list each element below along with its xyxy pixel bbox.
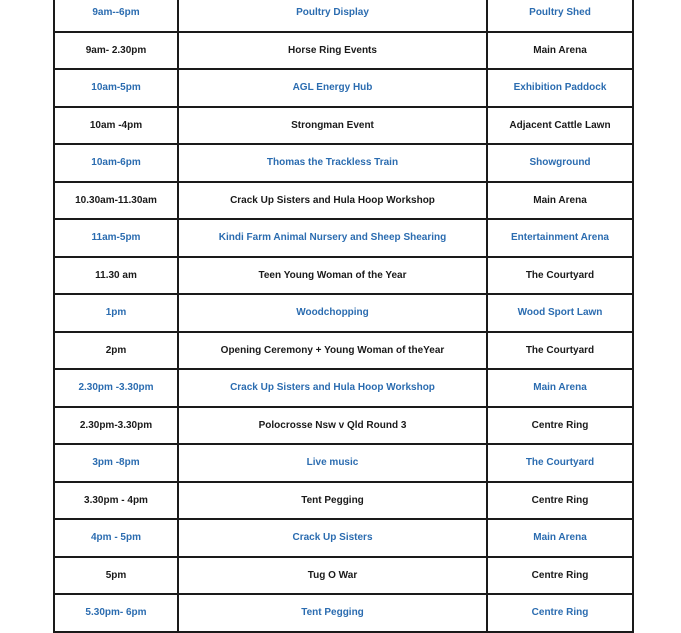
location-cell: Poultry Shed	[487, 0, 633, 32]
event-cell: Live music	[178, 444, 487, 482]
schedule-row	[54, 444, 633, 482]
time-cell: 9am- 2.30pm	[54, 32, 178, 70]
event-cell: Crack Up Sisters and Hula Hoop Workshop	[178, 182, 487, 220]
location-cell: Wood Sport Lawn	[487, 294, 633, 332]
event-cell: Teen Young Woman of the Year	[178, 257, 487, 295]
event-cell: Polocrosse Nsw v Qld Round 3	[178, 407, 487, 445]
time-cell: 10am-5pm	[54, 69, 178, 107]
time-cell: 11.30 am	[54, 257, 178, 295]
location-cell: Main Arena	[487, 182, 633, 220]
event-cell: Tent Pegging	[178, 482, 487, 520]
location-cell: The Courtyard	[487, 257, 633, 295]
location-cell: Main Arena	[487, 32, 633, 70]
schedule-row	[54, 594, 633, 632]
location-cell: Centre Ring	[487, 407, 633, 445]
location-cell: Showground	[487, 144, 633, 182]
event-cell: Tent Pegging	[178, 594, 487, 632]
location-cell: Main Arena	[487, 519, 633, 557]
location-cell: Centre Ring	[487, 594, 633, 632]
schedule-table	[53, 0, 634, 633]
time-cell: 5pm	[54, 557, 178, 595]
event-cell: Thomas the Trackless Train	[178, 144, 487, 182]
event-cell: Tug O War	[178, 557, 487, 595]
schedule-row	[54, 482, 633, 520]
location-cell: Centre Ring	[487, 482, 633, 520]
event-cell: Opening Ceremony + Young Woman of theYear	[178, 332, 487, 370]
time-cell: 10am -4pm	[54, 107, 178, 145]
location-cell: Exhibition Paddock	[487, 69, 633, 107]
schedule-row	[54, 107, 633, 145]
time-cell: 3pm -8pm	[54, 444, 178, 482]
schedule-body	[54, 0, 633, 632]
event-cell: Crack Up Sisters and Hula Hoop Workshop	[178, 369, 487, 407]
location-cell: Entertainment Arena	[487, 219, 633, 257]
schedule-row	[54, 332, 633, 370]
schedule-row	[54, 519, 633, 557]
time-cell: 2.30pm-3.30pm	[54, 407, 178, 445]
time-cell: 10am-6pm	[54, 144, 178, 182]
schedule-row	[54, 69, 633, 107]
schedule-row	[54, 294, 633, 332]
event-cell: Kindi Farm Animal Nursery and Sheep Shearing	[178, 219, 487, 257]
time-cell: 10.30am-11.30am	[54, 182, 178, 220]
event-cell: AGL Energy Hub	[178, 69, 487, 107]
schedule-row	[54, 144, 633, 182]
event-cell: Horse Ring Events	[178, 32, 487, 70]
time-cell: 4pm - 5pm	[54, 519, 178, 557]
event-cell: Poultry Display	[178, 0, 487, 32]
time-cell: 5.30pm- 6pm	[54, 594, 178, 632]
schedule-row	[54, 182, 633, 220]
schedule-row	[54, 0, 633, 32]
location-cell: The Courtyard	[487, 444, 633, 482]
event-cell: Woodchopping	[178, 294, 487, 332]
location-cell: Main Arena	[487, 369, 633, 407]
schedule-row	[54, 219, 633, 257]
time-cell: 2pm	[54, 332, 178, 370]
time-cell: 9am--6pm	[54, 0, 178, 32]
location-cell: Centre Ring	[487, 557, 633, 595]
time-cell: 2.30pm -3.30pm	[54, 369, 178, 407]
schedule-row	[54, 369, 633, 407]
location-cell: The Courtyard	[487, 332, 633, 370]
time-cell: 1pm	[54, 294, 178, 332]
location-cell: Adjacent Cattle Lawn	[487, 107, 633, 145]
time-cell: 3.30pm - 4pm	[54, 482, 178, 520]
time-cell: 11am-5pm	[54, 219, 178, 257]
event-cell: Strongman Event	[178, 107, 487, 145]
schedule-row	[54, 257, 633, 295]
schedule-row	[54, 557, 633, 595]
event-cell: Crack Up Sisters	[178, 519, 487, 557]
schedule-row	[54, 32, 633, 70]
schedule-row	[54, 407, 633, 445]
